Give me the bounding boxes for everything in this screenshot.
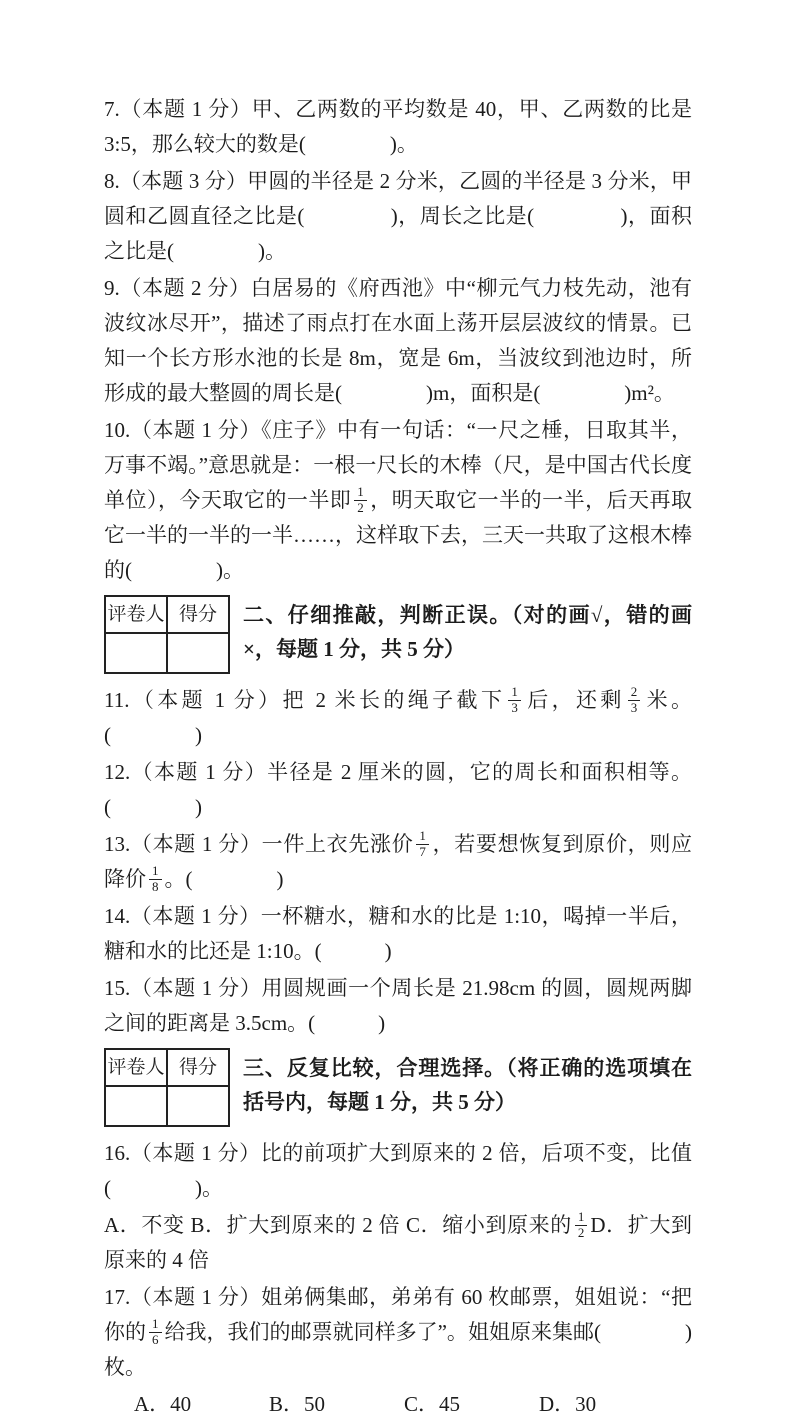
grader-value-cell xyxy=(105,633,167,673)
fraction: $\frac{2}{3}$ xyxy=(628,685,641,715)
fraction: $\frac{1}{2}$ xyxy=(575,1210,588,1240)
option-d: D．30 xyxy=(539,1392,597,1416)
score-value-cell xyxy=(167,633,229,673)
question-17-options xyxy=(134,1387,692,1422)
score-label-cell: 得分 xyxy=(167,596,229,633)
question-16: 16.（本题 1 分）比的前项扩大到原来的 2 倍，后项不变，比值( )。 xyxy=(104,1141,692,1200)
question-7: 7.（本题 1 分）甲、乙两数的平均数是 40，甲、乙两数的比是 3:5，那么较大的数是( )。 xyxy=(104,97,692,156)
fraction: $\frac{1}{2}$ xyxy=(354,485,367,515)
fraction: $\frac{1}{3}$ xyxy=(508,685,521,715)
option-a: A．40 xyxy=(134,1392,192,1416)
fraction: $\frac{1}{7}$ xyxy=(416,829,429,859)
section-choice-heading: 三、反复比较，合理选择。（将正确的选项填在括号内，每题 1 分，共 5 分） xyxy=(243,1056,692,1114)
fraction: $\frac{1}{8}$ xyxy=(149,864,162,894)
section-judge-heading: 二、仔细推敲，判断正误。（对的画√，错的画×，每题 1 分，共 5 分） xyxy=(243,603,692,661)
score-value-cell xyxy=(167,1086,229,1126)
exam-content xyxy=(104,92,692,1424)
question-11: 11.（本题 1 分）把 2 米长的绳子截下 $\frac{1}{3}$ 后，还剩 $\frac{2}{3}$ 米。( ) xyxy=(104,684,692,747)
question-16-options: A．不变 B．扩大到原来的 2 倍 C．缩小到原来的 $\frac{1}{2}$ D．扩大到原来的 4 倍 xyxy=(104,1209,692,1272)
question-10: 10.（本题 1 分）《庄子》中有一句话：“一尺之棰，日取其半，万事不竭。”意思就是：一根一尺长的木棒（尺，是中国古代长度单位），今天取它的一半即 $\frac{1}{2}$ ，明天取它一半的一半，后天再取它一半的一半的一半……，这样取下去，三天一共取了这根木棒的( )。 xyxy=(104,418,693,582)
option-c: C．45 xyxy=(404,1392,461,1416)
grader-value-cell xyxy=(105,1086,167,1126)
question-12: 12.（本题 1 分）半径是 2 厘米的圆，它的周长和面积相等。( ) xyxy=(104,760,692,819)
question-15: 15.（本题 1 分）用圆规画一个周长是 21.98cm 的圆，圆规两脚之间的距离是 3.5cm。( ) xyxy=(104,976,692,1035)
grader-label-cell: 评卷人 xyxy=(105,596,167,633)
question-13: 13.（本题 1 分）一件上衣先涨价 $\frac{1}{7}$ ，若要想恢复到原价，则应降价 $\frac{1}{8}$ 。( ) xyxy=(104,828,693,894)
grader-score-table xyxy=(104,595,230,674)
section-judge-header-row xyxy=(104,595,692,674)
fraction: $\frac{1}{6}$ xyxy=(149,1317,162,1347)
section-choice-header-row xyxy=(104,1048,692,1127)
question-14: 14.（本题 1 分）一杯糖水，糖和水的比是 1:10，喝掉一半后，糖和水的比还是 1:10。( ) xyxy=(104,904,692,963)
question-9: 9.（本题 2 分）白居易的《府西池》中“柳元气力枝先动，池有波纹冰尽开”，描述了雨点打在水面上荡开层层波纹的情景。已知一个长方形水池的长是 8m，宽是 6m，当波纹到池边时，所形成的最大整圆的周长是( )m，面积是( )m²。 xyxy=(104,276,692,405)
grader-label-cell: 评卷人 xyxy=(105,1049,167,1086)
option-b: B．50 xyxy=(269,1392,326,1416)
question-17: 17.（本题 1 分）姐弟俩集邮，弟弟有 60 枚邮票，姐姐说：“把你的 $\frac{1}{6}$ 给我，我们的邮票就同样多了”。姐姐原来集邮( )枚。 xyxy=(104,1285,692,1379)
score-label-cell: 得分 xyxy=(167,1049,229,1086)
question-8: 8.（本题 3 分）甲圆的半径是 2 分米，乙圆的半径是 3 分米，甲圆和乙圆直径之比是( )，周长之比是( )，面积之比是( )。 xyxy=(104,169,692,263)
grader-score-table xyxy=(104,1048,230,1127)
